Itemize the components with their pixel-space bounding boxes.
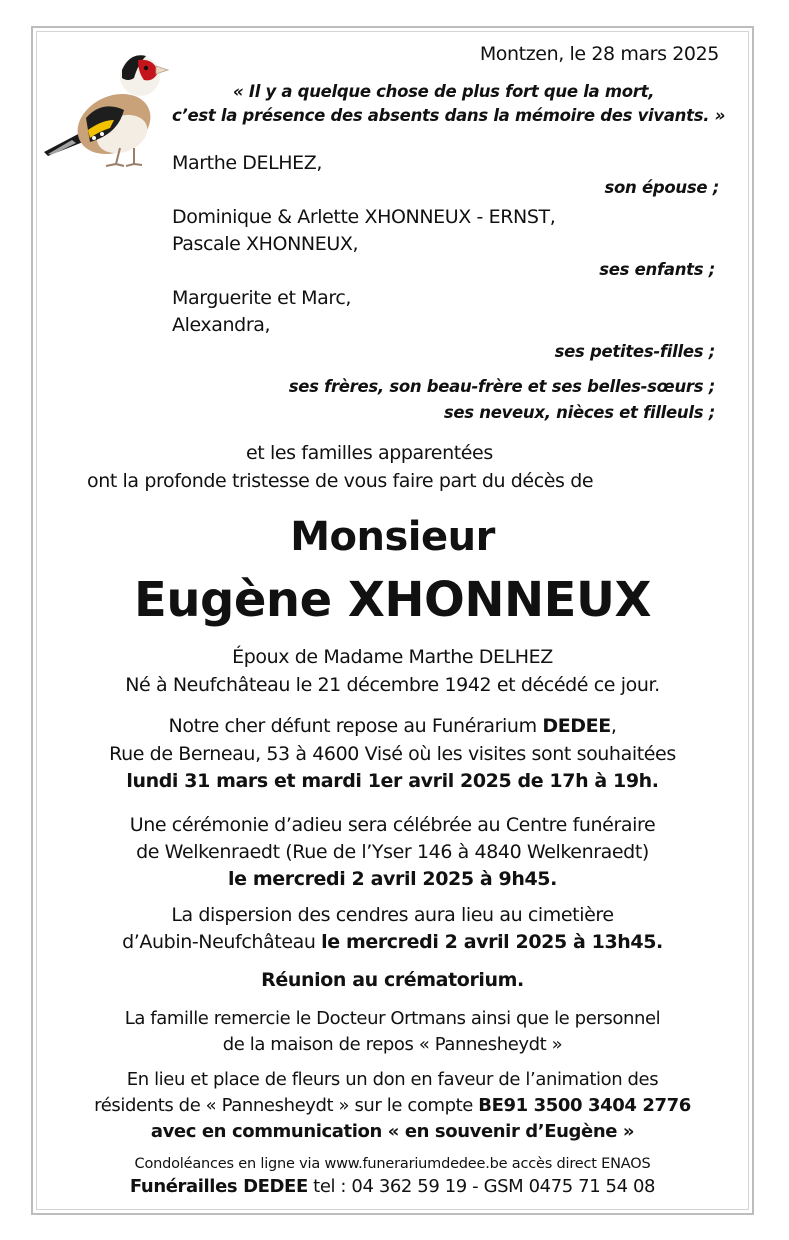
ashes-line-1: La dispersion des cendres aura lieu au cimetière bbox=[171, 904, 614, 926]
company-name: Funérailles DEDEE bbox=[129, 1176, 308, 1197]
contact-numbers: tel : 04 362 59 19 - GSM 0475 71 54 08 bbox=[307, 1176, 656, 1197]
family-role: ses petites-filles ; bbox=[554, 342, 715, 361]
extended-family-line: ses neveux, nièces et filleuls ; bbox=[443, 403, 715, 422]
family-name: Marthe DELHEZ, bbox=[172, 152, 323, 174]
family-name: Marguerite et Marc, bbox=[172, 287, 352, 309]
ceremony-line-2: de Welkenraedt (Rue de l’Yser 146 à 4840 Welkenraedt) bbox=[136, 841, 649, 863]
donation-line-1: En lieu et place de fleurs un don en faveur de l’animation des bbox=[126, 1069, 659, 1090]
spouse-line: Époux de Madame Marthe DELHEZ bbox=[232, 646, 553, 668]
deceased-name: Eugène XHONNEUX bbox=[134, 572, 651, 628]
visitation-line-2: Rue de Berneau, 53 à 4600 Visé où les visites sont souhaitées bbox=[109, 743, 676, 765]
deceased-title: Monsieur bbox=[290, 514, 495, 560]
donation-line-2: résidents de « Pannesheydt » sur le compte BE91 3500 3404 2776 bbox=[94, 1095, 691, 1116]
condolences-line: Condoléances en ligne via www.funerariumdedee.be accès direct ENAOS bbox=[134, 1156, 651, 1172]
thanks-line-1: La famille remercie le Docteur Ortmans ainsi que le personnel bbox=[124, 1008, 661, 1029]
announcement-line-1: et les familles apparentées bbox=[246, 442, 493, 464]
ceremony-line-3: le mercredi 2 avril 2025 à 9h45. bbox=[228, 868, 557, 890]
meeting-line: Réunion au crématorium. bbox=[261, 969, 524, 991]
announcement-line-2: ont la profonde tristesse de vous faire part du décès de bbox=[87, 470, 594, 492]
family-role: son épouse ; bbox=[604, 178, 719, 197]
ashes-line-2: d’Aubin-Neufchâteau le mercredi 2 avril 2025 à 13h45. bbox=[122, 931, 663, 953]
extended-family-line: ses frères, son beau-frère et ses belles-sœurs ; bbox=[288, 377, 715, 396]
family-name: Dominique & Arlette XHONNEUX - ERNST, bbox=[172, 206, 556, 228]
ceremony-line-1: Une cérémonie d’adieu sera célébrée au Centre funéraire bbox=[129, 814, 656, 836]
date-line: Montzen, le 28 mars 2025 bbox=[479, 43, 719, 65]
visitation-line-3: lundi 31 mars et mardi 1er avril 2025 de 17h à 19h. bbox=[126, 770, 659, 792]
thanks-line-2: de la maison de repos « Pannesheydt » bbox=[222, 1034, 563, 1055]
goldfinch-bird-icon bbox=[42, 48, 170, 172]
visitation-line-1: Notre cher défunt repose au Funérarium DEDEE, bbox=[168, 715, 617, 737]
donation-line-3: avec en communication « en souvenir d’Eugène » bbox=[150, 1121, 635, 1142]
company-line bbox=[36, 1176, 749, 1197]
quote-line-2: c’est la présence des absents dans la mémoire des vivants. » bbox=[172, 106, 726, 125]
family-role: ses enfants ; bbox=[599, 260, 715, 279]
quote-line-1: « Il y a quelque chose de plus fort que la mort, bbox=[233, 82, 655, 101]
family-name: Alexandra, bbox=[172, 314, 271, 336]
birth-death-line: Né à Neufchâteau le 21 décembre 1942 et décédé ce jour. bbox=[125, 674, 660, 696]
family-name: Pascale XHONNEUX, bbox=[172, 233, 359, 255]
